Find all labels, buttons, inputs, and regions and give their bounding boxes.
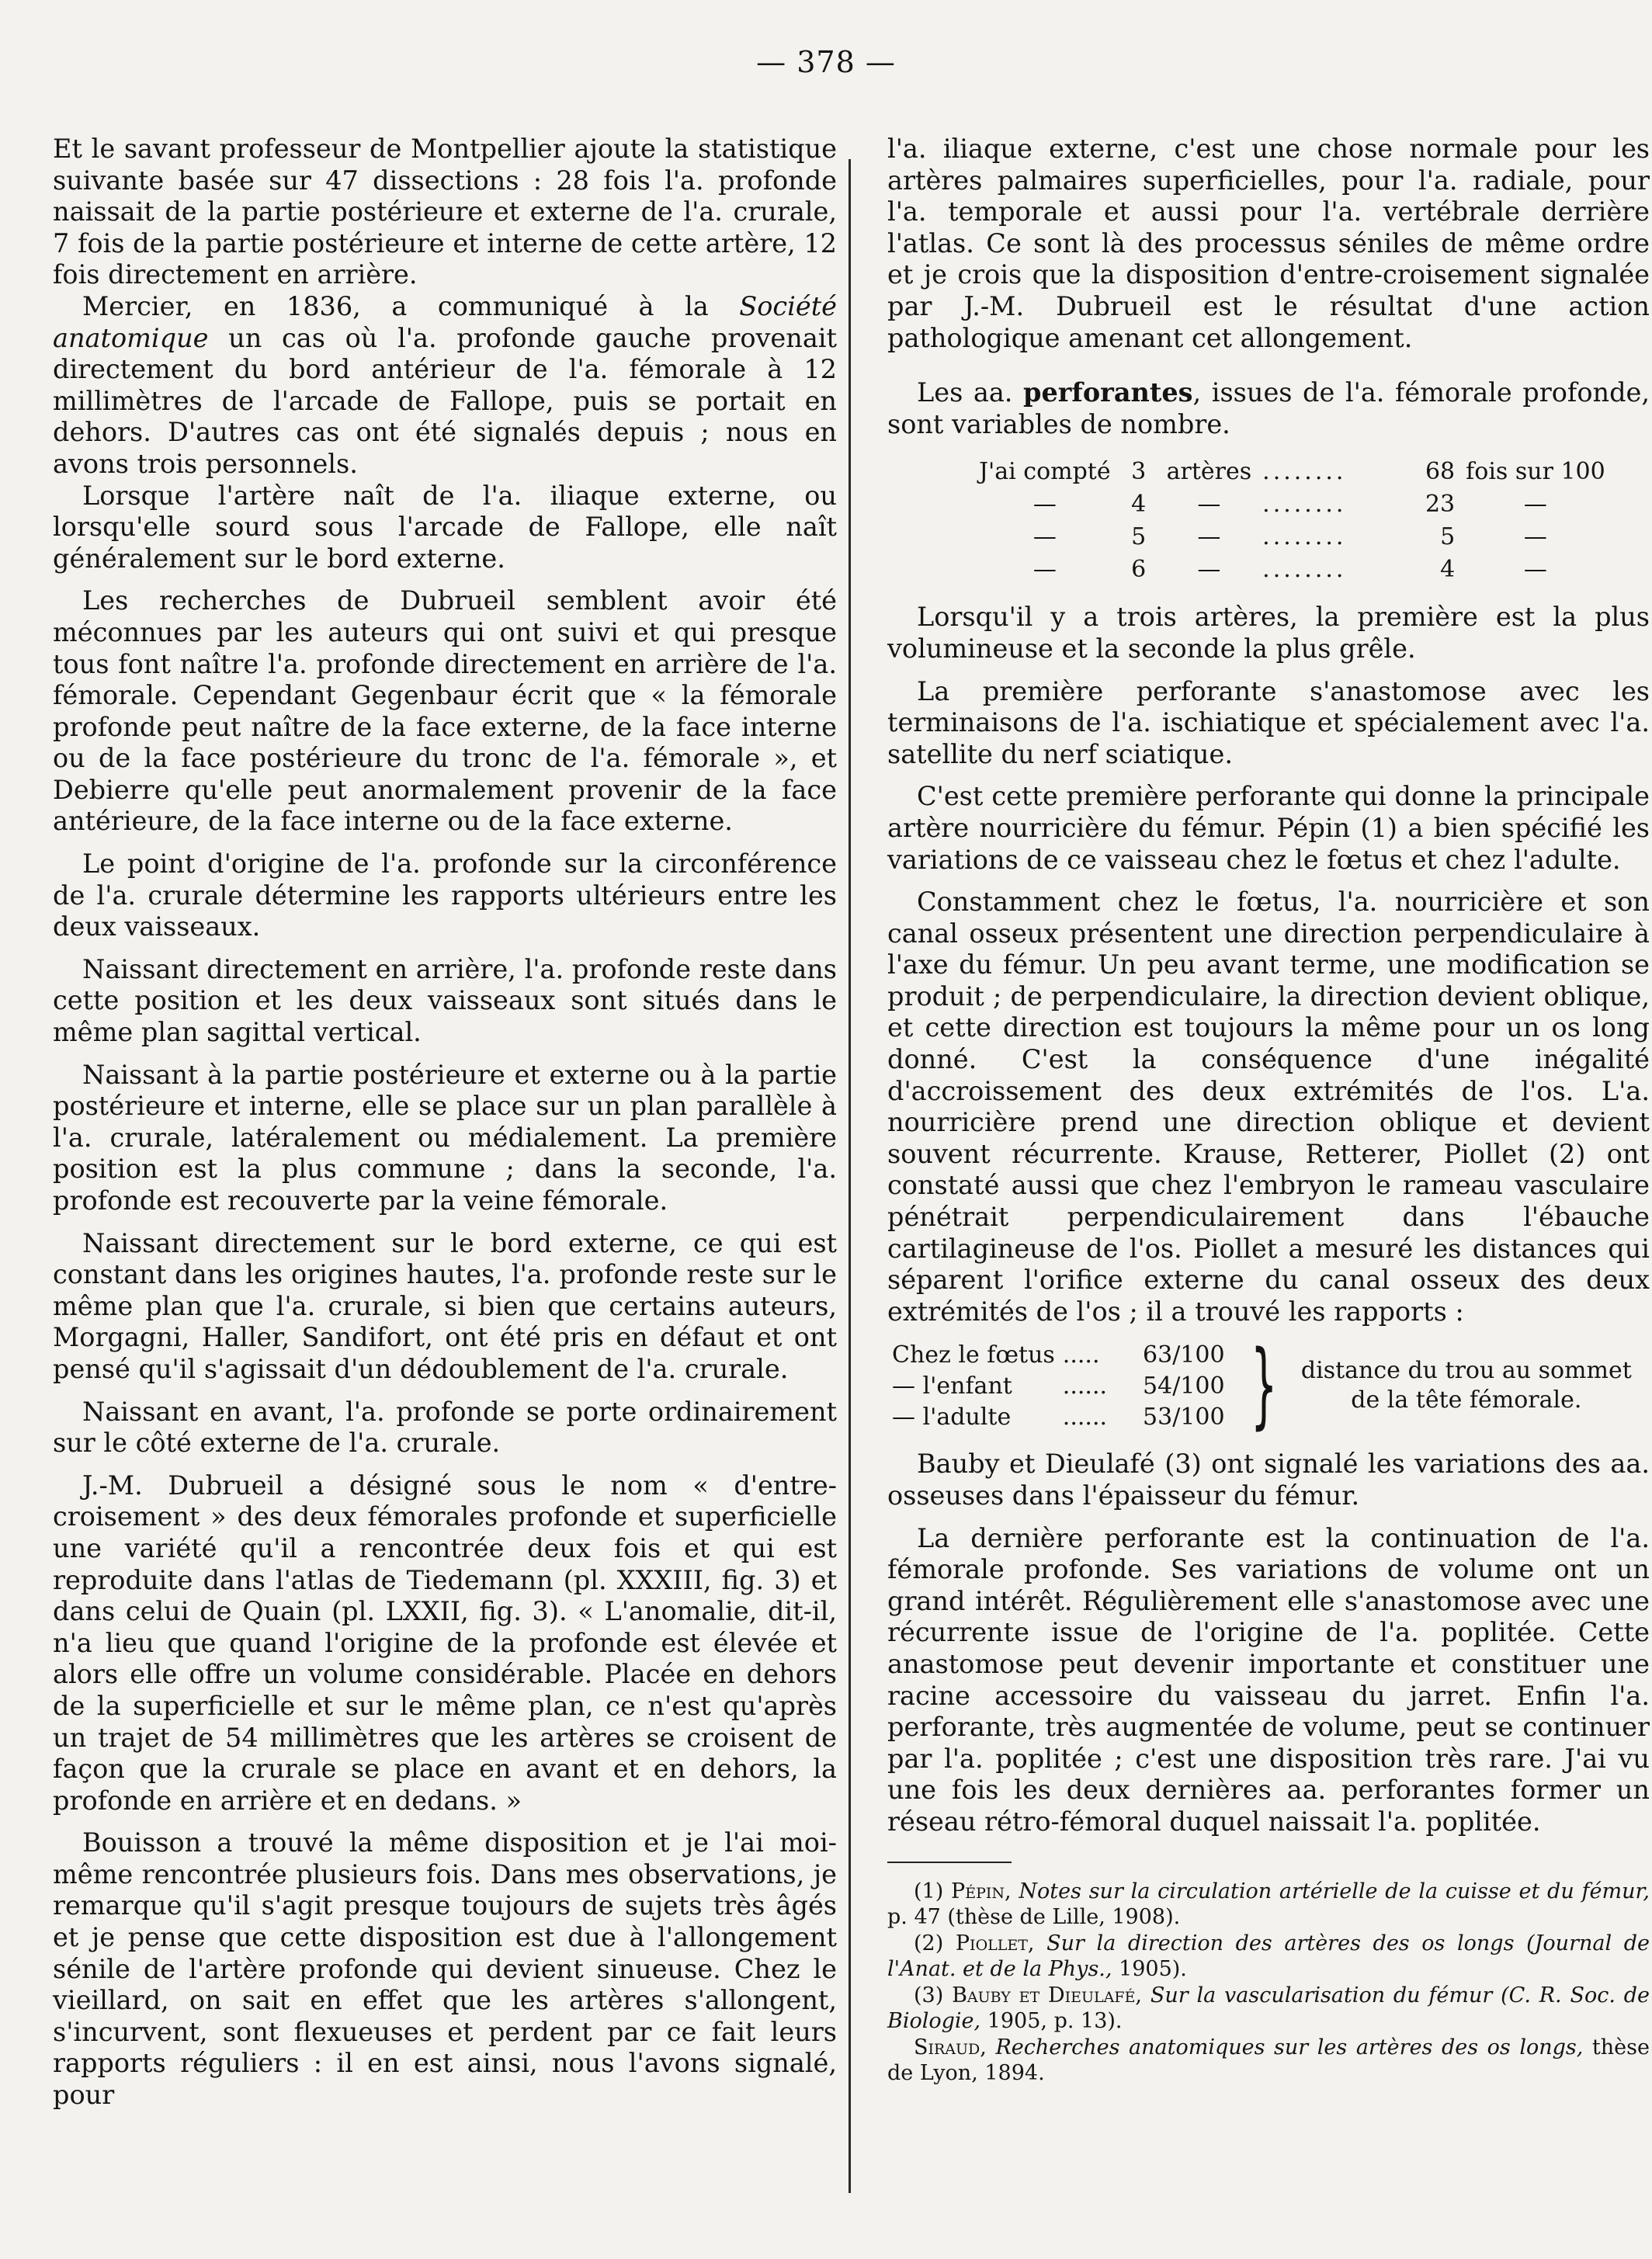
paragraph: La première perforante s'anastomose avec les terminaisons de l'a. ischiatique et spécialement avec l'a. satellite du nerf sciatique.	[887, 675, 1650, 769]
paragraph: Naissant directement sur le bord externe, ce qui est constant dans les origines hautes, l'a. profonde reste sur le même plan que l'a. crurale, si bien que certains auteurs, Morgagni, Haller, Sandifort, ont été pris en défaut et ont pensé qu'il s'agissait d'un dédoublement de l'a. crurale.	[53, 1227, 837, 1384]
paragraph: Naissant en avant, l'a. profonde se porte ordinairement sur le côté externe de l'a. crurale.	[53, 1396, 837, 1459]
perforantes-count-table	[973, 454, 1612, 586]
table-cell: — l'enfant	[892, 1372, 1012, 1400]
table-cell: —	[1197, 490, 1221, 518]
footnote-text: p. 47 (thèse de Lille, 1908).	[887, 1905, 1181, 1930]
footnote-author: Siraud,	[914, 2035, 987, 2059]
footnote-number: (3)	[914, 1983, 944, 2007]
paragraph: Naissant à la partie postérieure et externe ou à la partie postérieure et interne, elle se place sur un plan parallèle à l'a. crurale, latéralement ou médialement. La première position est la plus commune ; dans la seconde, l'a. profonde est recouverte par la veine fémorale.	[53, 1059, 837, 1216]
footnote-title: Sur la direction des artères des os longs (Journal de l'Anat. et de la Phys.,	[887, 1931, 1650, 1982]
footnote-author: Bauby et Dieulafé,	[952, 1983, 1143, 2007]
table-row	[974, 488, 1610, 519]
table-cell: 53/100	[1143, 1403, 1225, 1431]
footnote-author: Pépin,	[951, 1879, 1012, 1903]
table-cell: 68	[1425, 457, 1456, 485]
footnote-rule	[887, 1862, 1012, 1863]
table-cell: ........	[1262, 522, 1347, 550]
footnote-author: Piollet,	[955, 1931, 1035, 1955]
paragraph: Bouisson a trouvé la même disposition et je l'ai moi-même rencontrée plusieurs fois. Dans mes observations, je remarque qu'il s'agit presque toujours de sujets très âgés et je pense que cette disposition est due à l'allongement sénile de l'artère profonde qui devient sinueuse. Chez le vieillard, on sait en effet que les artères s'allongent, s'incurvent, sont flexueuses et perdent par ce fait leurs rapports réguliers : il en est ainsi, nous l'avons signalé, pour	[53, 1827, 837, 2111]
column-divider	[849, 159, 851, 2193]
paragraph: Constamment chez le fœtus, l'a. nourricière et son canal osseux présentent une direction perpendiculaire à l'axe du fémur. Un peu avant terme, une modification se produit ; de perpendiculaire, la direction devient oblique, et cette direction est toujours la même pour un os long donné. C'est la conséquence d'une inégalité d'accroissement des deux extrémités de l'os. L'a. nourricière prend une direction oblique et devient souvent récurrente. Krause, Retterer, Piollet (2) ont constaté aussi que chez l'embryon le rameau vasculaire pénétrait perpendiculairement dans l'ébauche cartilagineuse de l'os. Piollet a mesuré les distances qui séparent l'orifice externe du canal osseux des deux extrémités de l'os ; il a trouvé les rapports :	[887, 887, 1650, 1327]
paragraph: J.-M. Dubrueil a désigné sous le nom « d'entre-croisement » des deux fémorales profonde et superficielle une variété qu'il a rencontrée deux fois et qui est reproduite dans l'atlas de Tiedemann (pl. XXXIII, fig. 3) et dans celui de Quain (pl. LXXII, fig. 3). « L'anomalie, dit-il, n'a lieu que quand l'origine de la profonde est élevée et alors elle offre un volume considérable. Placée en dehors de la superficielle et sur le même plan, ce n'est qu'après un trajet de 54 millimètres que les artères se croisent de façon que la crurale se place en avant et en dehors, la profonde en arrière et en dedans. »	[53, 1470, 837, 1816]
footnote-text: thèse de Lyon, 1894.	[887, 2035, 1650, 2086]
table-cell: — l'adulte	[892, 1403, 1012, 1431]
table-cell: 5	[1440, 522, 1456, 550]
table-cell: 4	[1131, 490, 1147, 518]
table-row	[974, 456, 1610, 487]
table-cell: 3	[1131, 457, 1147, 485]
paragraph: C'est cette première perforante qui donne la principale artère nourricière du fémur. Pépin (1) a bien spécifié les variations de ce vaisseau chez le fœtus et chez l'adulte.	[887, 781, 1650, 875]
table-cell: —	[1523, 522, 1547, 550]
footnote	[887, 1879, 1650, 1931]
paragraph	[887, 377, 1650, 440]
footnote	[887, 2035, 1650, 2087]
paragraph-text: , issues de l'a. fémorale profonde, sont variables de nombre.	[887, 377, 1650, 439]
footnote-title: Notes sur la circulation artérielle de la cuisse et du fémur,	[1019, 1879, 1650, 1903]
table-row	[974, 521, 1610, 552]
table-cell: —	[1523, 490, 1547, 518]
right-column	[887, 134, 1650, 2087]
table-row	[889, 1402, 1228, 1431]
footnotes	[887, 1879, 1650, 2087]
footnote-title: Recherches anatomiques sur les artères des os longs,	[995, 2035, 1584, 2059]
table-cell: 4	[1440, 555, 1456, 583]
footnote-text: 1905).	[1119, 1957, 1187, 1982]
table-cell: 23	[1425, 490, 1456, 518]
table-cell: artères	[1166, 457, 1252, 485]
paragraph: Et le savant professeur de Montpellier ajoute la statistique suivante basée sur 47 dissections : 28 fois l'a. profonde naissait de la partie postérieure et externe de l'a. crurale, 7 fois de la partie postérieure et interne de cette artère, 12 fois directement en arrière.	[53, 134, 837, 290]
table-cell: —	[1032, 522, 1057, 550]
ratio-note	[1301, 1356, 1632, 1415]
paragraph: Le point d'origine de l'a. profonde sur la circonférence de l'a. crurale détermine les rapports ultérieurs entre les deux vaisseaux.	[53, 848, 837, 942]
paragraph: Lorsque l'artère naît de l'a. iliaque externe, ou lorsqu'elle sourd sous l'arcade de Fallope, elle naît généralement sur le bord externe.	[53, 480, 837, 574]
paragraph: Lorsqu'il y a trois artères, la première est la plus volumineuse et la seconde la plus grêle.	[887, 602, 1650, 664]
left-column	[53, 134, 837, 2112]
table-cell: ........	[1262, 555, 1347, 583]
table-cell: 6	[1131, 555, 1147, 583]
paragraph-text: Mercier, en 1836, a communiqué à la	[82, 290, 740, 321]
footnote	[887, 1931, 1650, 1983]
table-cell: J'ai compté	[979, 457, 1111, 485]
table-cell: —	[1032, 555, 1057, 583]
table-cell: —	[1032, 490, 1057, 518]
term-perforantes: perforantes	[1023, 377, 1193, 408]
table-cell: —	[1523, 555, 1547, 583]
page-number: — 378 —	[756, 45, 896, 79]
table-cell: 63/100	[1143, 1341, 1225, 1369]
table-row	[889, 1340, 1228, 1369]
table-row	[974, 553, 1610, 585]
table-cell: 5	[1131, 522, 1147, 550]
footnote-number: (2)	[914, 1931, 944, 1955]
footnote	[887, 1983, 1650, 2035]
paragraph	[53, 291, 837, 481]
footnote-number: (1)	[914, 1879, 944, 1903]
table-cell: 54/100	[1143, 1372, 1225, 1400]
table-cell: ......	[1062, 1372, 1108, 1400]
paragraph-text: un cas où l'a. profonde gauche provenait directement du bord antérieur de l'a. fémorale à 12 millimètres de l'arcade de Fallope, puis se portait en dehors. D'autres cas ont été signalés depuis ; nous en avons trois personnels.	[53, 322, 837, 479]
table-cell: ......	[1062, 1403, 1108, 1431]
paragraph: Naissant directement en arrière, l'a. profonde reste dans cette position et les deux vaisseaux sont situés dans le même plan sagittal vertical.	[53, 953, 837, 1048]
brace-glyph: }	[1250, 1331, 1277, 1440]
ratio-note-line: distance du trou au sommet	[1300, 1357, 1632, 1385]
paragraph-text: Les aa.	[917, 377, 1024, 408]
paragraph: Les recherches de Dubrueil semblent avoir été méconnues par les auteurs qui ont suivi et qui presque tous font naître l'a. profonde directement en arrière de l'a. fémorale. Cependant Gegenbaur écrit que « la fémorale profonde peut naître de la face externe, de la face interne ou de la face postérieure du tronc de l'a. fémorale », et Debierre qu'elle peut anormalement provenir de la face antérieure, de la face interne ou de la face externe.	[53, 585, 837, 837]
table-cell: —	[1197, 522, 1221, 550]
table-cell: ........	[1262, 457, 1347, 485]
paragraph: l'a. iliaque externe, c'est une chose normale pour les artères palmaires superficielles, pour l'a. radiale, pour l'a. temporale et aussi pour l'a. vertébrale derrière l'atlas. Ce sont là des processus séniles de même ordre et je crois que la disposition d'entre-croisement signalée par J.-M. Dubrueil est le résultat d'une action pathologique amenant cet allongement.	[887, 134, 1650, 353]
table-cell: Chez le fœtus	[892, 1341, 1055, 1369]
footnote-title: Sur la vascularisation du fémur (C. R. Soc. de Biologie,	[887, 1983, 1650, 2034]
table-row	[889, 1371, 1228, 1400]
table-cell: ........	[1262, 490, 1347, 518]
ratio-table	[887, 1331, 1650, 1440]
table-cell: fois sur 100	[1466, 457, 1605, 485]
ratio-values	[887, 1338, 1230, 1433]
paragraph: Bauby et Dieulafé (3) ont signalé les variations des aa. osseuses dans l'épaisseur du fémur.	[887, 1449, 1650, 1511]
society-name: Société anatomique	[53, 290, 837, 353]
paragraph: La dernière perforante est la continuation de l'a. fémorale profonde. Ses variations de volume ont un grand intérêt. Régulièrement elle s'anastomose avec une récurrente issue de l'origine de l'a. poplitée. Cette anastomose peut devenir importante et constituer une racine accessoire du vaisseau du jarret. Enfin l'a. perforante, très augmentée de volume, peut se continuer par l'a. poplitée ; c'est une disposition très rare. J'ai vu une fois les deux dernières aa. perforantes former un réseau rétro-fémoral duquel naissait l'a. poplitée.	[887, 1522, 1650, 1837]
table-cell: .....	[1062, 1341, 1100, 1369]
ratio-note-line: de la tête fémorale.	[1351, 1386, 1582, 1414]
footnote-text: 1905, p. 13).	[987, 2009, 1123, 2034]
table-cell: —	[1197, 555, 1221, 583]
